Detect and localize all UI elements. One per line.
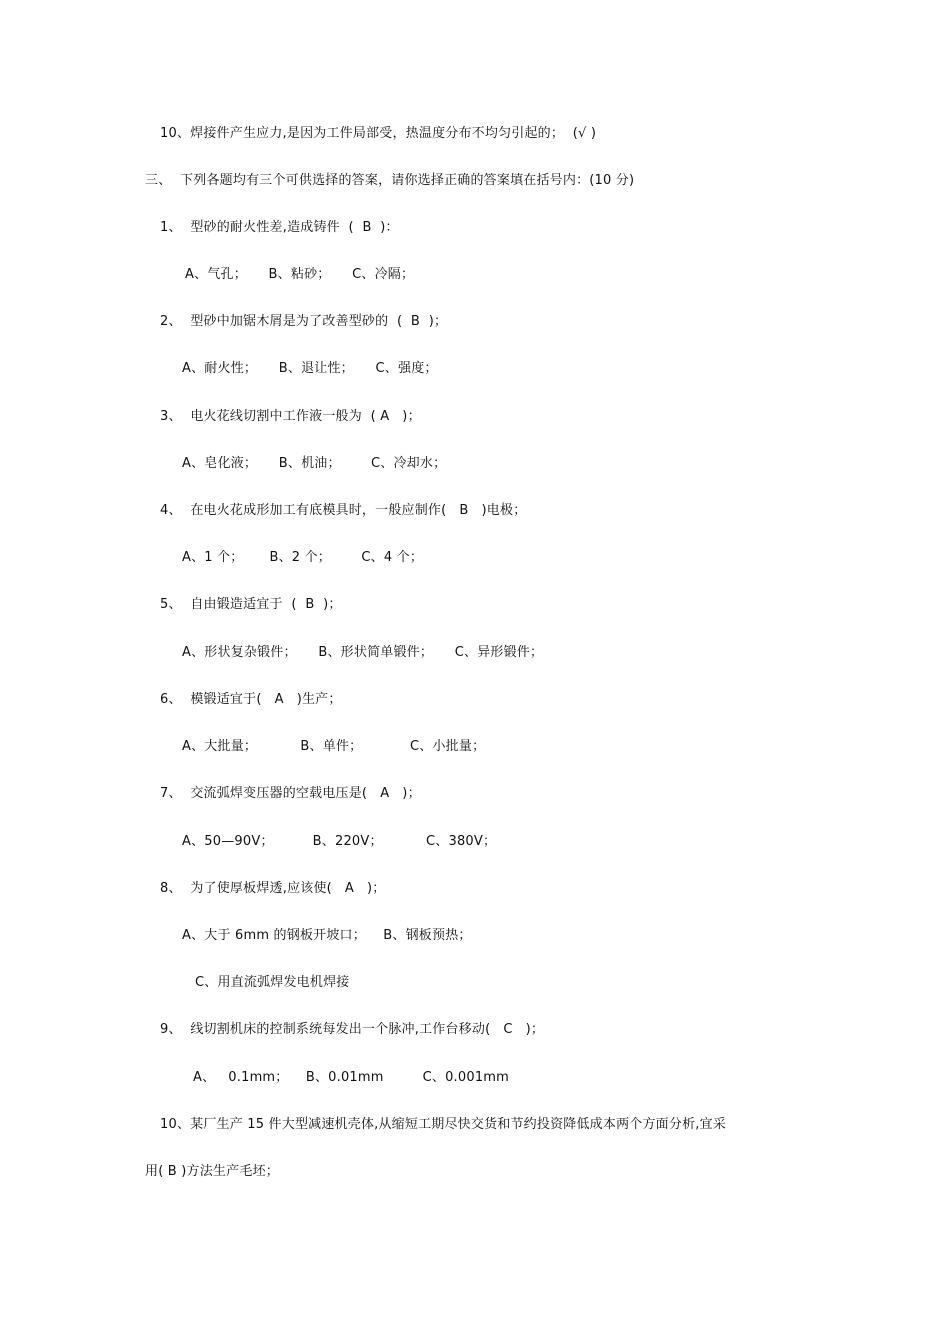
question-8-stem: 8、 为了使厚板焊透,应该使( A )； xyxy=(160,881,386,896)
question-2-stem: 2、 型砂中加锯木屑是为了改善型砂的 ( B )； xyxy=(160,314,448,329)
question-9-options: A、 0.1mm； B、0.01mm C、0.001mm xyxy=(193,1070,510,1085)
section-3-heading: 三、 下列各题均有三个可供选择的答案，请你选择正确的答案填在括号内：(10 分) xyxy=(145,173,635,188)
question-2-options: A、耐火性； B、退让性； C、强度； xyxy=(182,361,438,376)
question-9-stem: 9、 线切割机床的控制系统每发出一个脉冲,工作台移动( C )； xyxy=(160,1022,545,1037)
question-3-stem: 3、 电火花线切割中工作液一般为 ( A )； xyxy=(160,409,421,424)
question-3-options: A、皂化液； B、机油； C、冷却水； xyxy=(182,456,447,471)
question-1-options: A、气孔； B、粘砂； C、冷隔； xyxy=(185,267,415,282)
question-6-stem: 6、 模锻适宜于( A )生产； xyxy=(160,692,342,707)
question-6-options: A、大批量； B、单件； C、小批量； xyxy=(182,739,486,754)
question-10-line-1: 10、某厂生产 15 件大型减速机壳体,从缩短工期尽快交货和节约投资降低成本两个方面分析,宜采 xyxy=(160,1117,727,1132)
question-4-options: A、1 个； B、2 个； C、4 个； xyxy=(182,550,424,565)
true-false-item-10: 10、焊接件产生应力,是因为工件局部受，热温度分布不均匀引起的； (√ ) xyxy=(160,126,597,141)
question-4-stem: 4、 在电火花成形加工有底模具时，一般应制作( B )电极； xyxy=(160,503,527,518)
question-1-stem: 1、 型砂的耐火性差,造成铸件 ( B )： xyxy=(160,220,399,235)
question-10-line-2: 用( B )方法生产毛坯； xyxy=(145,1164,279,1179)
question-8-options: A、大于 6mm 的钢板开坡口； B、钢板预热； xyxy=(182,928,472,943)
question-7-stem: 7、 交流弧焊变压器的空载电压是( A )； xyxy=(160,786,421,801)
question-7-options: A、50—90V； B、220V； C、380V； xyxy=(182,834,497,849)
question-8-options-continued: C、用直流弧焊发电机焊接 xyxy=(195,975,350,990)
question-5-options: A、形状复杂锻件； B、形状简单锻件； C、异形锻件； xyxy=(182,645,544,660)
question-5-stem: 5、 自由锻造适宜于 ( B )； xyxy=(160,597,342,612)
